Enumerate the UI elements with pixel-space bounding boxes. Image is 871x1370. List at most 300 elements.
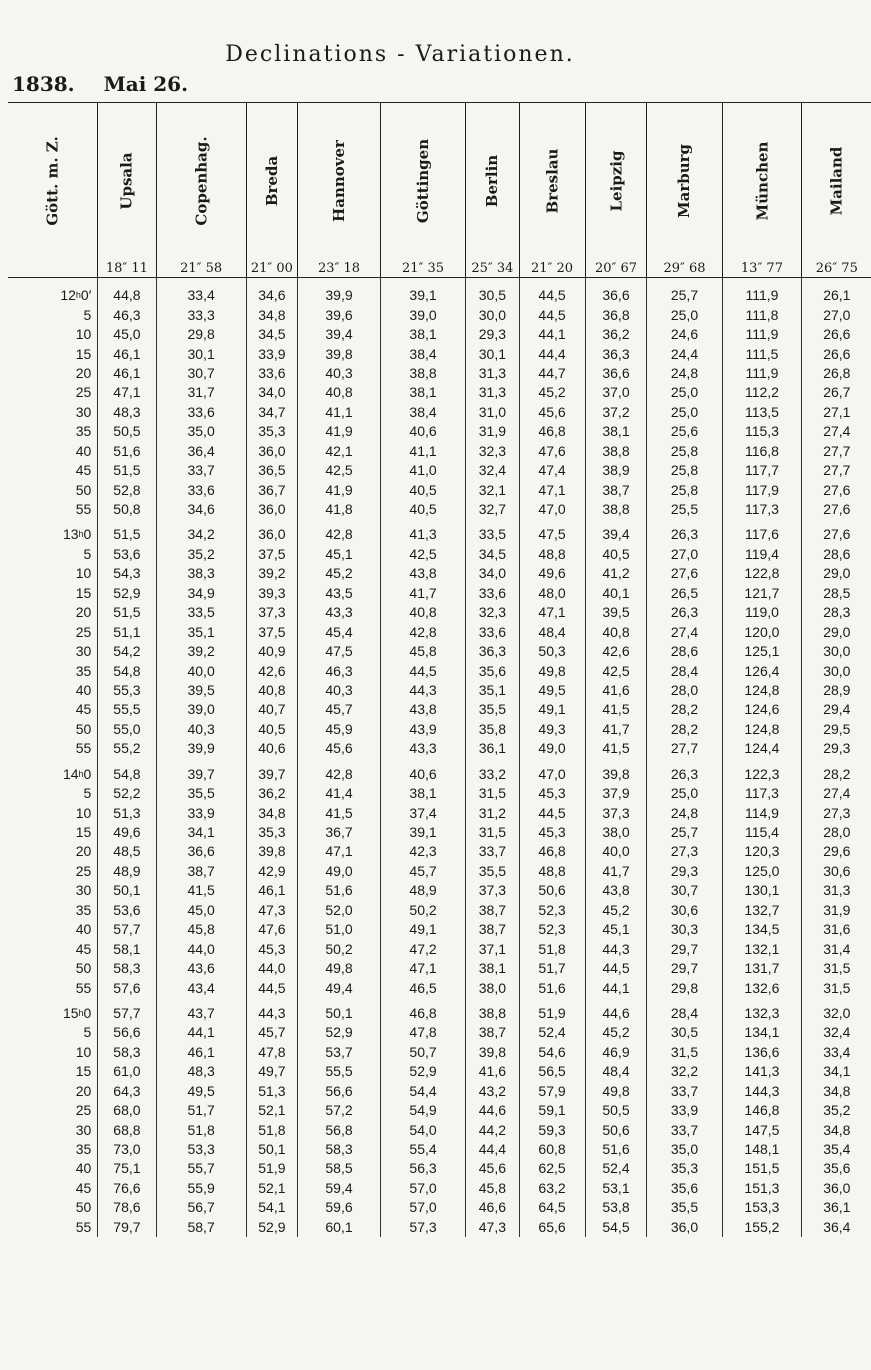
value-cell: 56,6 bbox=[298, 1082, 381, 1101]
value-cell: 47,0 bbox=[519, 500, 585, 519]
value-cell: 31,6 bbox=[802, 920, 871, 939]
value-cell: 35,0 bbox=[647, 1140, 722, 1159]
value-cell: 38,3 bbox=[156, 564, 246, 583]
time-cell: 20 bbox=[75, 843, 92, 860]
value-cell: 39,4 bbox=[298, 325, 381, 344]
value-cell: 45,3 bbox=[246, 939, 297, 958]
time-cell bbox=[8, 1004, 98, 1023]
value-cell: 43,3 bbox=[380, 739, 465, 758]
value-cell: 41,7 bbox=[585, 862, 647, 881]
time-cell: 5 bbox=[83, 1024, 92, 1041]
value-cell: 37,0 bbox=[585, 383, 647, 402]
value-cell: 25,0 bbox=[647, 305, 722, 324]
value-cell: 32,1 bbox=[466, 480, 519, 499]
value-cell: 56,6 bbox=[98, 1023, 156, 1042]
value-cell: 35,8 bbox=[466, 720, 519, 739]
table-row bbox=[8, 823, 871, 842]
value-cell: 36,6 bbox=[156, 842, 246, 861]
value-cell: 40,3 bbox=[156, 720, 246, 739]
value-cell: 29,0 bbox=[802, 564, 871, 583]
table-row bbox=[8, 525, 871, 544]
time-cell: 35 bbox=[75, 901, 92, 918]
value-cell: 134,1 bbox=[722, 1023, 802, 1042]
time-cell: 20 bbox=[75, 604, 92, 621]
table-row bbox=[8, 881, 871, 900]
value-cell: 53,7 bbox=[298, 1043, 381, 1062]
value-cell: 51,7 bbox=[156, 1101, 246, 1120]
value-cell: 47,1 bbox=[298, 842, 381, 861]
value-cell: 44,2 bbox=[466, 1120, 519, 1139]
value-cell: 39,3 bbox=[246, 584, 297, 603]
time-cell: 20 bbox=[75, 1082, 92, 1099]
value-cell: 43,2 bbox=[466, 1082, 519, 1101]
value-cell: 50,6 bbox=[519, 881, 585, 900]
value-cell: 34,8 bbox=[802, 1082, 871, 1101]
time-cell: 50 bbox=[75, 1199, 92, 1216]
time-cell: 50 bbox=[75, 481, 92, 498]
value-cell: 58,1 bbox=[98, 939, 156, 958]
value-cell: 35,3 bbox=[246, 823, 297, 842]
value-cell: 31,3 bbox=[466, 364, 519, 383]
value-cell: 40,0 bbox=[156, 661, 246, 680]
value-cell: 55,2 bbox=[98, 739, 156, 758]
value-cell: 30,1 bbox=[466, 344, 519, 363]
value-cell: 54,8 bbox=[98, 661, 156, 680]
value-cell: 39,2 bbox=[246, 564, 297, 583]
value-cell: 30,7 bbox=[156, 364, 246, 383]
value-cell: 28,2 bbox=[802, 765, 871, 784]
hour-label: 12 bbox=[60, 287, 76, 304]
value-cell: 28,5 bbox=[802, 584, 871, 603]
value-cell: 52,3 bbox=[519, 901, 585, 920]
value-cell: 33,7 bbox=[647, 1082, 722, 1101]
value-cell: 37,5 bbox=[246, 622, 297, 641]
value-cell: 50,1 bbox=[246, 1140, 297, 1159]
value-cell: 36,0 bbox=[246, 442, 297, 461]
value-cell: 40,8 bbox=[298, 383, 381, 402]
column-time: 18″ 11 bbox=[98, 259, 156, 278]
value-cell: 57,6 bbox=[98, 978, 156, 997]
table-row bbox=[8, 1062, 871, 1081]
value-cell: 31,3 bbox=[466, 383, 519, 402]
time-cell: 25 bbox=[75, 862, 92, 879]
value-cell: 34,9 bbox=[156, 584, 246, 603]
value-cell: 47,1 bbox=[98, 383, 156, 402]
minute-label: 0′ bbox=[80, 287, 92, 304]
value-cell: 33,6 bbox=[466, 584, 519, 603]
table-row bbox=[8, 383, 871, 402]
table-row bbox=[8, 842, 871, 861]
value-cell: 124,8 bbox=[722, 720, 802, 739]
column-time: 21″ 20 bbox=[519, 259, 585, 278]
value-cell: 29,3 bbox=[802, 739, 871, 758]
value-cell: 53,6 bbox=[98, 901, 156, 920]
value-cell: 45,2 bbox=[585, 1023, 647, 1042]
value-cell: 47,3 bbox=[246, 901, 297, 920]
value-cell: 132,1 bbox=[722, 939, 802, 958]
value-cell: 34,6 bbox=[156, 500, 246, 519]
table-row bbox=[8, 622, 871, 641]
value-cell: 63,2 bbox=[519, 1179, 585, 1198]
column-time: 13″ 77 bbox=[722, 259, 802, 278]
table-row bbox=[8, 461, 871, 480]
value-cell: 42,5 bbox=[298, 461, 381, 480]
value-cell: 45,9 bbox=[298, 720, 381, 739]
value-cell: 59,6 bbox=[298, 1198, 381, 1217]
value-cell: 41,1 bbox=[298, 403, 381, 422]
value-cell: 43,9 bbox=[380, 720, 465, 739]
value-cell: 51,5 bbox=[98, 525, 156, 544]
table-row bbox=[8, 500, 871, 519]
value-cell: 28,2 bbox=[647, 700, 722, 719]
minute-label: 0 bbox=[83, 526, 92, 543]
value-cell: 28,0 bbox=[802, 823, 871, 842]
value-cell: 52,1 bbox=[246, 1101, 297, 1120]
value-cell: 57,3 bbox=[380, 1218, 465, 1237]
value-cell: 30,0 bbox=[466, 305, 519, 324]
column-header bbox=[722, 103, 802, 260]
header-row bbox=[8, 103, 871, 260]
value-cell: 47,8 bbox=[380, 1023, 465, 1042]
value-cell: 49,0 bbox=[519, 739, 585, 758]
value-cell: 33,6 bbox=[156, 403, 246, 422]
value-cell: 36,0 bbox=[647, 1218, 722, 1237]
value-cell: 30,6 bbox=[647, 901, 722, 920]
value-cell: 31,2 bbox=[466, 803, 519, 822]
value-cell: 30,1 bbox=[156, 344, 246, 363]
value-cell: 53,6 bbox=[98, 545, 156, 564]
value-cell: 34,0 bbox=[246, 383, 297, 402]
value-cell: 132,6 bbox=[722, 978, 802, 997]
value-cell: 28,6 bbox=[802, 545, 871, 564]
value-cell: 113,5 bbox=[722, 403, 802, 422]
value-cell: 33,4 bbox=[156, 278, 246, 306]
value-cell: 33,6 bbox=[246, 364, 297, 383]
value-cell: 44,6 bbox=[466, 1101, 519, 1120]
value-cell: 29,6 bbox=[802, 842, 871, 861]
value-cell: 44,5 bbox=[585, 959, 647, 978]
value-cell: 38,1 bbox=[466, 959, 519, 978]
value-cell: 25,0 bbox=[647, 784, 722, 803]
table-row bbox=[8, 325, 871, 344]
value-cell: 45,0 bbox=[98, 325, 156, 344]
value-cell: 37,9 bbox=[585, 784, 647, 803]
value-cell: 35,4 bbox=[802, 1140, 871, 1159]
value-cell: 51,0 bbox=[298, 920, 381, 939]
value-cell: 41,5 bbox=[156, 881, 246, 900]
value-cell: 55,7 bbox=[156, 1159, 246, 1178]
value-cell: 46,1 bbox=[98, 344, 156, 363]
value-cell: 36,1 bbox=[466, 739, 519, 758]
value-cell: 50,1 bbox=[298, 1004, 381, 1023]
value-cell: 38,8 bbox=[466, 1004, 519, 1023]
time-row bbox=[8, 259, 871, 278]
column-header bbox=[647, 103, 722, 260]
table-row bbox=[8, 1023, 871, 1042]
value-cell: 36,6 bbox=[585, 278, 647, 306]
value-cell: 44,5 bbox=[519, 305, 585, 324]
value-cell: 29,3 bbox=[647, 862, 722, 881]
value-cell: 32,3 bbox=[466, 603, 519, 622]
value-cell: 41,5 bbox=[298, 803, 381, 822]
value-cell: 68,8 bbox=[98, 1120, 156, 1139]
value-cell: 44,3 bbox=[380, 681, 465, 700]
value-cell: 27,4 bbox=[802, 422, 871, 441]
value-cell: 29,8 bbox=[647, 978, 722, 997]
value-cell: 44,3 bbox=[585, 939, 647, 958]
column-header bbox=[8, 103, 98, 260]
value-cell: 45,1 bbox=[585, 920, 647, 939]
value-cell: 55,5 bbox=[98, 700, 156, 719]
value-cell: 35,0 bbox=[156, 422, 246, 441]
column-time bbox=[8, 259, 98, 278]
value-cell: 131,7 bbox=[722, 959, 802, 978]
value-cell: 49,5 bbox=[519, 681, 585, 700]
value-cell: 47,8 bbox=[246, 1043, 297, 1062]
time-cell: 50 bbox=[75, 720, 92, 737]
value-cell: 45,6 bbox=[519, 403, 585, 422]
value-cell: 39,5 bbox=[585, 603, 647, 622]
value-cell: 111,8 bbox=[722, 305, 802, 324]
time-cell bbox=[8, 765, 98, 784]
value-cell: 52,8 bbox=[98, 480, 156, 499]
value-cell: 49,3 bbox=[519, 720, 585, 739]
value-cell: 122,8 bbox=[722, 564, 802, 583]
value-cell: 46,1 bbox=[98, 364, 156, 383]
value-cell: 35,6 bbox=[466, 661, 519, 680]
value-cell: 125,0 bbox=[722, 862, 802, 881]
value-cell: 36,1 bbox=[802, 1198, 871, 1217]
time-cell: 30 bbox=[75, 1121, 92, 1138]
value-cell: 36,6 bbox=[585, 364, 647, 383]
value-cell: 124,4 bbox=[722, 739, 802, 758]
column-name: Copenhag. bbox=[192, 136, 211, 226]
time-cell: 45 bbox=[75, 940, 92, 957]
declination-table bbox=[8, 102, 871, 1237]
value-cell: 35,6 bbox=[802, 1159, 871, 1178]
value-cell: 36,7 bbox=[246, 480, 297, 499]
value-cell: 57,7 bbox=[98, 1004, 156, 1023]
value-cell: 46,1 bbox=[156, 1043, 246, 1062]
value-cell: 29,7 bbox=[647, 939, 722, 958]
column-header bbox=[298, 103, 381, 260]
value-cell: 49,6 bbox=[519, 564, 585, 583]
value-cell: 35,3 bbox=[647, 1159, 722, 1178]
time-cell: 10 bbox=[75, 565, 92, 582]
value-cell: 36,4 bbox=[802, 1218, 871, 1237]
value-cell: 44,7 bbox=[519, 364, 585, 383]
column-name: Hannover bbox=[330, 140, 348, 222]
value-cell: 33,3 bbox=[156, 305, 246, 324]
table-row bbox=[8, 862, 871, 881]
value-cell: 30,5 bbox=[466, 278, 519, 306]
value-cell: 37,3 bbox=[246, 603, 297, 622]
value-cell: 42,3 bbox=[380, 842, 465, 861]
time-cell: 20 bbox=[75, 364, 92, 381]
value-cell: 47,1 bbox=[519, 480, 585, 499]
value-cell: 132,3 bbox=[722, 1004, 802, 1023]
value-cell: 121,7 bbox=[722, 584, 802, 603]
time-cell: 30 bbox=[75, 403, 92, 420]
value-cell: 119,4 bbox=[722, 545, 802, 564]
value-cell: 34,6 bbox=[246, 278, 297, 306]
value-cell: 48,3 bbox=[156, 1062, 246, 1081]
column-name: München bbox=[752, 141, 771, 221]
value-cell: 47,1 bbox=[380, 959, 465, 978]
value-cell: 52,1 bbox=[246, 1179, 297, 1198]
value-cell: 26,1 bbox=[802, 278, 871, 306]
value-cell: 34,0 bbox=[466, 564, 519, 583]
time-cell: 5 bbox=[83, 545, 92, 562]
value-cell: 36,0 bbox=[802, 1179, 871, 1198]
value-cell: 40,0 bbox=[585, 842, 647, 861]
column-name: Berlin bbox=[483, 154, 502, 208]
value-cell: 43,5 bbox=[298, 584, 381, 603]
table-row bbox=[8, 978, 871, 997]
value-cell: 40,6 bbox=[380, 422, 465, 441]
value-cell: 116,8 bbox=[722, 442, 802, 461]
value-cell: 39,1 bbox=[380, 823, 465, 842]
column-name: Breda bbox=[262, 155, 281, 207]
value-cell: 41,5 bbox=[585, 700, 647, 719]
value-cell: 51,1 bbox=[98, 622, 156, 641]
value-cell: 51,8 bbox=[246, 1120, 297, 1139]
value-cell: 31,5 bbox=[466, 784, 519, 803]
value-cell: 33,5 bbox=[156, 603, 246, 622]
value-cell: 50,8 bbox=[98, 500, 156, 519]
value-cell: 38,8 bbox=[585, 442, 647, 461]
value-cell: 40,3 bbox=[298, 364, 381, 383]
value-cell: 146,8 bbox=[722, 1101, 802, 1120]
value-cell: 41,9 bbox=[298, 480, 381, 499]
time-cell: 25 bbox=[75, 623, 92, 640]
value-cell: 44,5 bbox=[519, 803, 585, 822]
value-cell: 54,1 bbox=[246, 1198, 297, 1217]
value-cell: 45,3 bbox=[519, 823, 585, 842]
value-cell: 114,9 bbox=[722, 803, 802, 822]
value-cell: 111,5 bbox=[722, 344, 802, 363]
value-cell: 46,8 bbox=[380, 1004, 465, 1023]
time-cell: 10 bbox=[75, 804, 92, 821]
value-cell: 44,5 bbox=[246, 978, 297, 997]
value-cell: 42,8 bbox=[298, 765, 381, 784]
value-cell: 45,7 bbox=[246, 1023, 297, 1042]
value-cell: 52,4 bbox=[519, 1023, 585, 1042]
value-cell: 51,6 bbox=[585, 1140, 647, 1159]
value-cell: 41,9 bbox=[298, 422, 381, 441]
value-cell: 41,7 bbox=[585, 720, 647, 739]
value-cell: 47,6 bbox=[246, 920, 297, 939]
value-cell: 39,0 bbox=[156, 700, 246, 719]
value-cell: 59,4 bbox=[298, 1179, 381, 1198]
time-cell: 55 bbox=[75, 1218, 92, 1235]
value-cell: 33,9 bbox=[156, 803, 246, 822]
value-cell: 35,5 bbox=[647, 1198, 722, 1217]
value-cell: 49,8 bbox=[585, 1082, 647, 1101]
value-cell: 54,3 bbox=[98, 564, 156, 583]
value-cell: 56,3 bbox=[380, 1159, 465, 1178]
value-cell: 44,5 bbox=[519, 278, 585, 306]
value-cell: 26,6 bbox=[802, 344, 871, 363]
value-cell: 42,8 bbox=[298, 525, 381, 544]
table-row bbox=[8, 1218, 871, 1237]
value-cell: 40,9 bbox=[246, 642, 297, 661]
value-cell: 58,3 bbox=[298, 1140, 381, 1159]
value-cell: 45,2 bbox=[298, 564, 381, 583]
value-cell: 38,1 bbox=[380, 784, 465, 803]
value-cell: 54,8 bbox=[98, 765, 156, 784]
time-cell bbox=[8, 278, 98, 306]
value-cell: 33,6 bbox=[156, 480, 246, 499]
value-cell: 45,4 bbox=[298, 622, 381, 641]
value-cell: 44,1 bbox=[585, 978, 647, 997]
value-cell: 79,7 bbox=[98, 1218, 156, 1237]
value-cell: 31,0 bbox=[466, 403, 519, 422]
table-row bbox=[8, 803, 871, 822]
value-cell: 39,8 bbox=[585, 765, 647, 784]
value-cell: 37,3 bbox=[585, 803, 647, 822]
column-name: Upsala bbox=[117, 152, 136, 210]
value-cell: 136,6 bbox=[722, 1043, 802, 1062]
value-cell: 60,8 bbox=[519, 1140, 585, 1159]
value-cell: 54,5 bbox=[585, 1218, 647, 1237]
value-cell: 57,9 bbox=[519, 1082, 585, 1101]
minute-label: 0 bbox=[83, 765, 92, 782]
value-cell: 58,3 bbox=[98, 1043, 156, 1062]
value-cell: 46,8 bbox=[519, 422, 585, 441]
value-cell: 41,6 bbox=[466, 1062, 519, 1081]
value-cell: 25,6 bbox=[647, 422, 722, 441]
value-cell: 50,7 bbox=[380, 1043, 465, 1062]
value-cell: 28,6 bbox=[647, 642, 722, 661]
value-cell: 32,2 bbox=[647, 1062, 722, 1081]
value-cell: 54,2 bbox=[98, 642, 156, 661]
value-cell: 28,0 bbox=[647, 681, 722, 700]
value-cell: 33,2 bbox=[466, 765, 519, 784]
value-cell: 42,6 bbox=[585, 642, 647, 661]
year: 1838. bbox=[12, 72, 75, 96]
value-cell: 25,8 bbox=[647, 461, 722, 480]
column-time: 23″ 18 bbox=[298, 259, 381, 278]
value-cell: 30,5 bbox=[647, 1023, 722, 1042]
value-cell: 51,5 bbox=[98, 603, 156, 622]
value-cell: 155,2 bbox=[722, 1218, 802, 1237]
value-cell: 51,7 bbox=[519, 959, 585, 978]
value-cell: 25,7 bbox=[647, 823, 722, 842]
value-cell: 25,0 bbox=[647, 403, 722, 422]
value-cell: 53,8 bbox=[585, 1198, 647, 1217]
hour-mark: h bbox=[75, 290, 81, 301]
value-cell: 47,5 bbox=[519, 525, 585, 544]
value-cell: 40,8 bbox=[246, 681, 297, 700]
column-time: 21″ 35 bbox=[380, 259, 465, 278]
value-cell: 48,4 bbox=[585, 1062, 647, 1081]
time-cell: 10 bbox=[75, 1043, 92, 1060]
value-cell: 42,8 bbox=[380, 622, 465, 641]
value-cell: 52,9 bbox=[380, 1062, 465, 1081]
value-cell: 124,6 bbox=[722, 700, 802, 719]
value-cell: 39,5 bbox=[156, 681, 246, 700]
value-cell: 41,5 bbox=[585, 739, 647, 758]
value-cell: 41,2 bbox=[585, 564, 647, 583]
value-cell: 45,8 bbox=[380, 642, 465, 661]
column-name: Breslau bbox=[543, 148, 562, 214]
value-cell: 25,0 bbox=[647, 383, 722, 402]
time-cell: 40 bbox=[75, 921, 92, 938]
value-cell: 33,9 bbox=[647, 1101, 722, 1120]
value-cell: 35,3 bbox=[246, 422, 297, 441]
value-cell: 125,1 bbox=[722, 642, 802, 661]
